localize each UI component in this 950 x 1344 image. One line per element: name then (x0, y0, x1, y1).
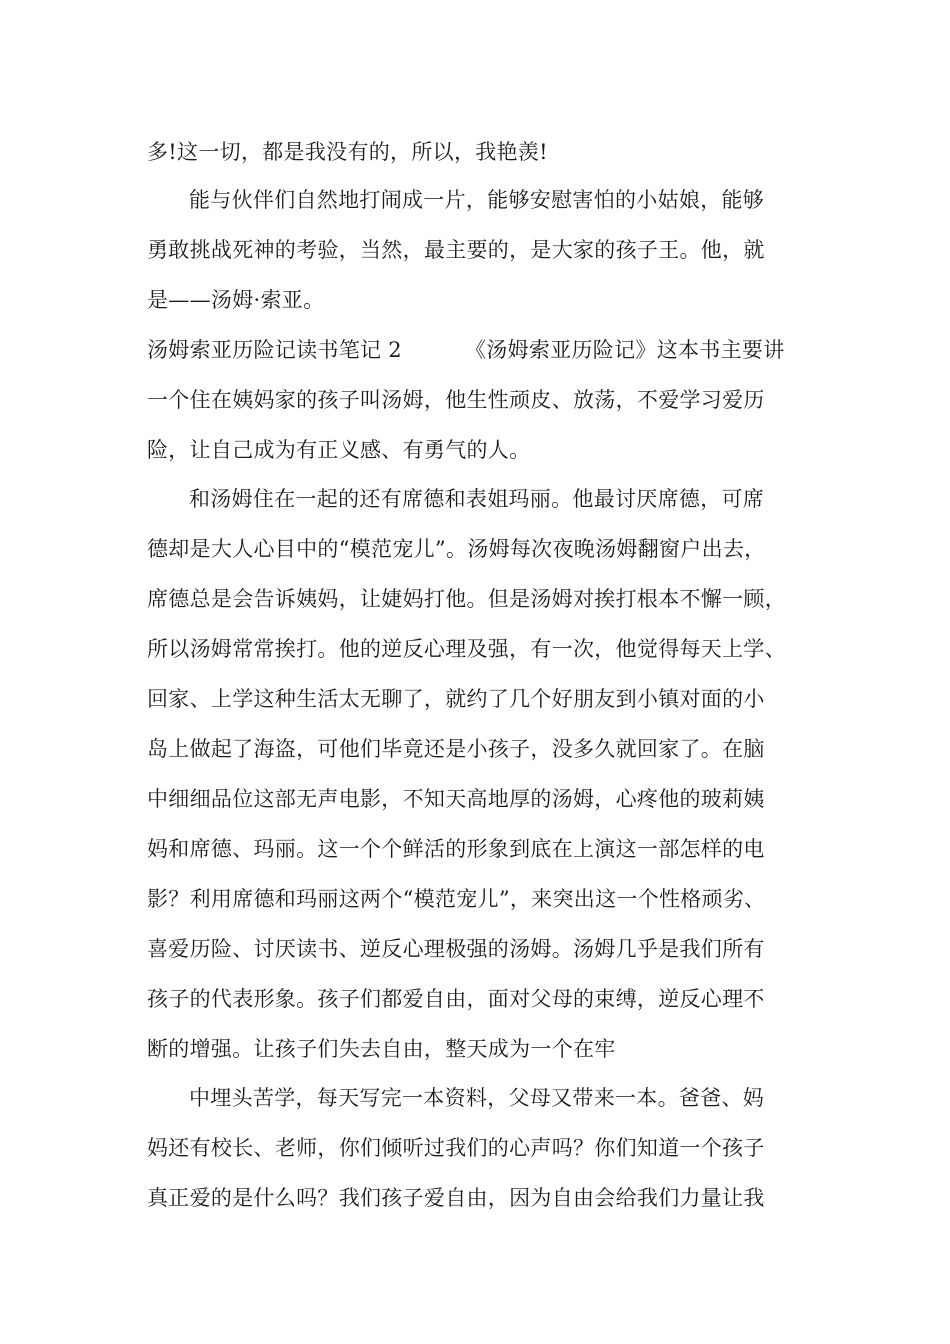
paragraph-start-line: 中埋头苦学，每天写完一本资料，父母又带来一本。爸爸、妈 (189, 1086, 765, 1110)
text-line-10: 席德总是会告诉姨妈，让婕妈打他。但是汤姆对挨打根本不懈一顾， (147, 587, 786, 611)
text-line-3: 勇敢挑战死神的考验，当然，最主要的，是大家的孩子王。他，就 (147, 238, 765, 262)
text-line-16: 影？利用席德和玛丽这两个“模范宠儿”，来突出这一个性格顽劣、 (147, 887, 766, 911)
text-line-11: 所以汤姆常常挨打。他的逆反心理及强，有一次，他觉得每天上学、 (147, 637, 786, 661)
text-line-9: 德却是大人心目中的“模范宠儿”。汤姆每次夜晚汤姆翻窗户出去， (147, 537, 766, 561)
text-line-5: 《汤姆索亚历险记》这本书主要讲 (465, 338, 785, 362)
text-line-13: 岛上做起了海盗，可他们毕竟还是小孩子，没多久就回家了。在脑 (147, 737, 765, 761)
paragraph-start-line: 和汤姆住在一起的还有席德和表姐玛丽。他最讨厌席德，可席 (189, 487, 765, 511)
text-line-14: 中细细品位这部无声电影，不知天高地厚的汤姆，心疼他的玻莉姨 (147, 787, 765, 811)
text-line-22: 真正爱的是什么吗？我们孩子爱自由，因为自由会给我们力量让我 (147, 1186, 765, 1210)
text-line-4: 是——汤姆·索亚。 (147, 288, 325, 312)
text-line-1: 多!这一切，都是我没有的，所以，我艳羡! (147, 140, 548, 164)
text-line-7: 险，让自己成为有正义感、有勇气的人。 (147, 438, 531, 462)
text-line-17: 喜爱历险、讨厌读书、逆反心理极强的汤姆。汤姆几乎是我们所有 (147, 937, 765, 961)
text-line-21: 妈还有校长、老师，你们倾听过我们的心声吗？你们知道一个孩子 (147, 1136, 765, 1160)
text-line-18: 孩子的代表形象。孩子们都爱自由，面对父母的束缚，逆反心理不 (147, 987, 765, 1011)
section-heading-line (147, 338, 785, 362)
text-line-19: 断的增强。让孩子们失去自由，整天成为一个在牢 (147, 1037, 616, 1061)
text-line-12: 回家、上学这种生活太无聊了，就约了几个好朋友到小镇对面的小 (147, 687, 765, 711)
paragraph-start-line: 能与伙伴们自然地打闹成一片，能够安慰害怕的小姑娘，能够 (189, 188, 765, 212)
text-line-6: 一个住在姨妈家的孩子叫汤姆，他生性顽皮、放荡，不爱学习爱历 (147, 388, 765, 412)
text-line-15: 妈和席德、玛丽。这一个个鲜活的形象到底在上演这一部怎样的电 (147, 837, 765, 861)
section-heading: 汤姆索亚历险记读书笔记 2 (147, 338, 402, 362)
